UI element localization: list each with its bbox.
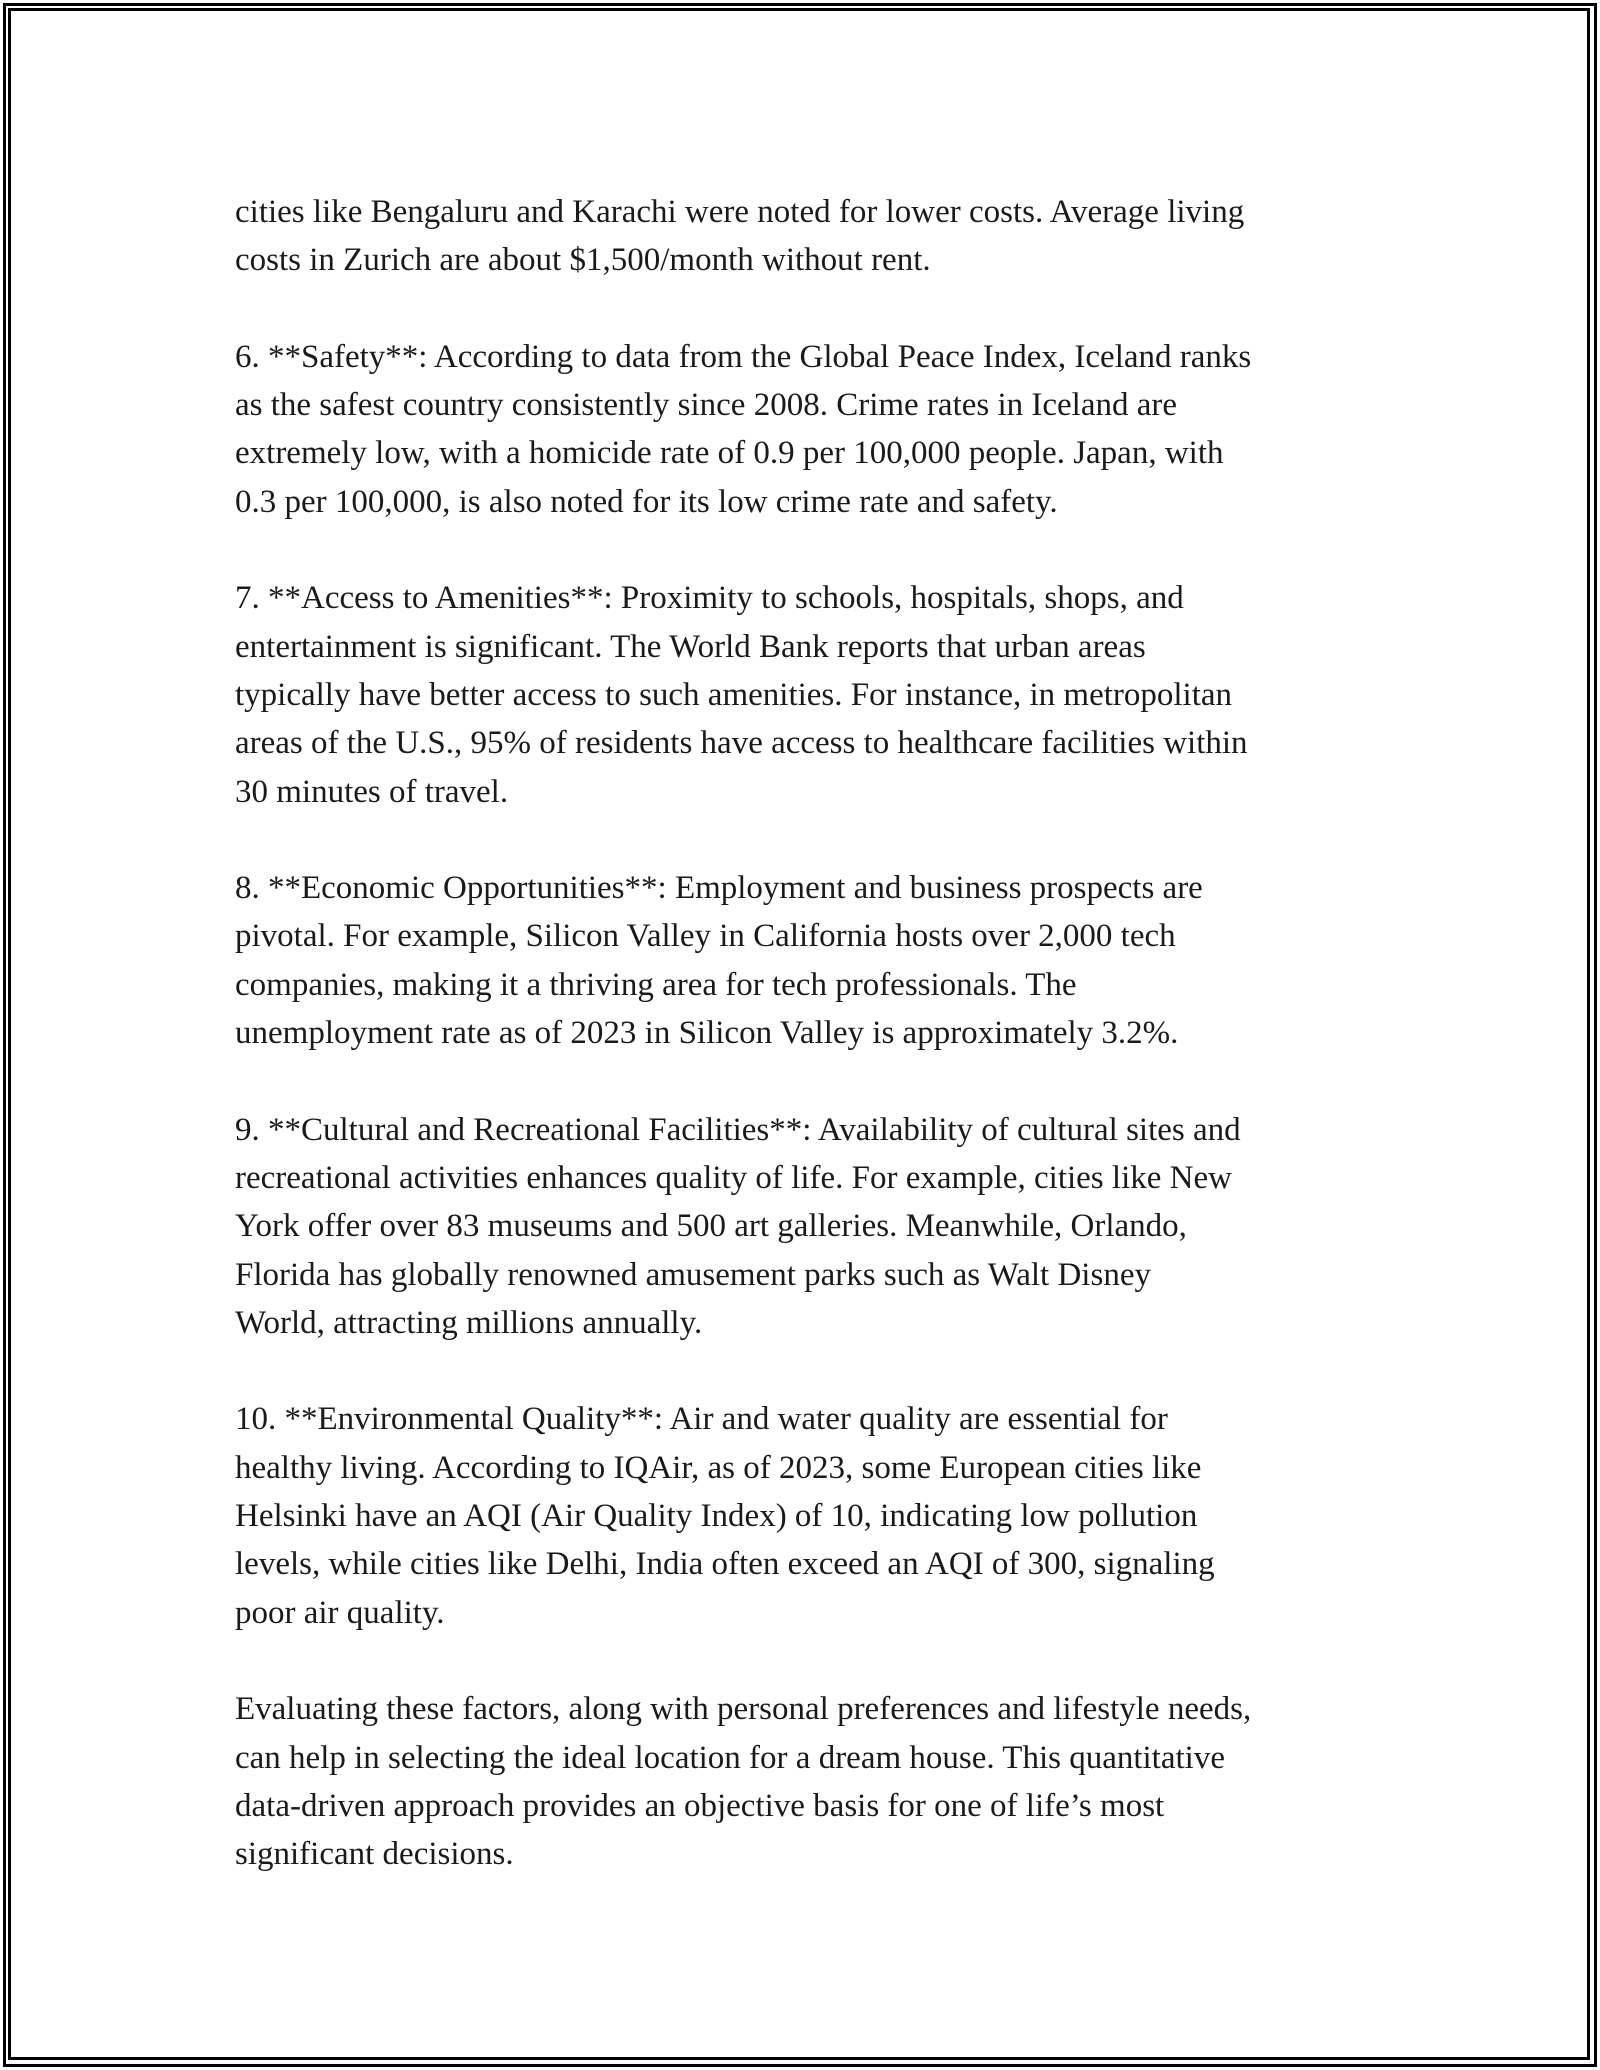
paragraph-access-to-amenities: 7. **Access to Amenities**: Proximity to schools, hospitals, shops, and entertainment is significant. The World Bank reports that urban areas typically have better access to such amenities. For instance, in metropolitan areas of the U.S., 95% of residents have access to healthcare facilities within 30 minutes of travel. — [235, 580, 1248, 810]
document-body — [235, 188, 1385, 1927]
paragraph-environmental-quality: 10. **Environmental Quality**: Air and water quality are essential for healthy living. According to IQAir, as of 2023, some European cities like Helsinki have an AQI (Air Quality Index) of 10, indicating low pollution levels, while cities like Delhi, India often exceed an AQI of 300, signaling poor air quality. — [235, 1401, 1215, 1631]
paragraph-cultural-recreational: 9. **Cultural and Recreational Facilities**: Availability of cultural sites and recreational activities enhances quality of life. For example, cities like New York offer over 83 museums and 500 art galleries. Meanwhile, Orlando, Florida has globally renowned amusement parks such as Walt Disney World, attracting millions annually. — [235, 1111, 1241, 1341]
paragraph-cost-of-living-continued: cities like Bengaluru and Karachi were noted for lower costs. Average living costs in Zurich are about $1,500/month without rent. — [235, 194, 1245, 279]
paragraph-economic-opportunities: 8. **Economic Opportunities**: Employment and business prospects are pivotal. For example, Silicon Valley in California hosts over 2,000 tech companies, making it a thriving area for tech professionals. The unemployment rate as of 2023 in Silicon Valley is approximately 3.2%. — [235, 870, 1203, 1052]
paragraph-conclusion: Evaluating these factors, along with personal preferences and lifestyle needs, can help in selecting the ideal location for a dream house. This quantitative data-driven approach provides an objective basis for one of life’s most significant decisions. — [235, 1691, 1252, 1873]
paragraph-safety: 6. **Safety**: According to data from the Global Peace Index, Iceland ranks as the safest country consistently since 2008. Crime rates in Iceland are extremely low, with a homicide rate of 0.9 per 100,000 people. Japan, with 0.3 per 100,000, is also noted for its low crime rate and safety. — [235, 338, 1252, 520]
